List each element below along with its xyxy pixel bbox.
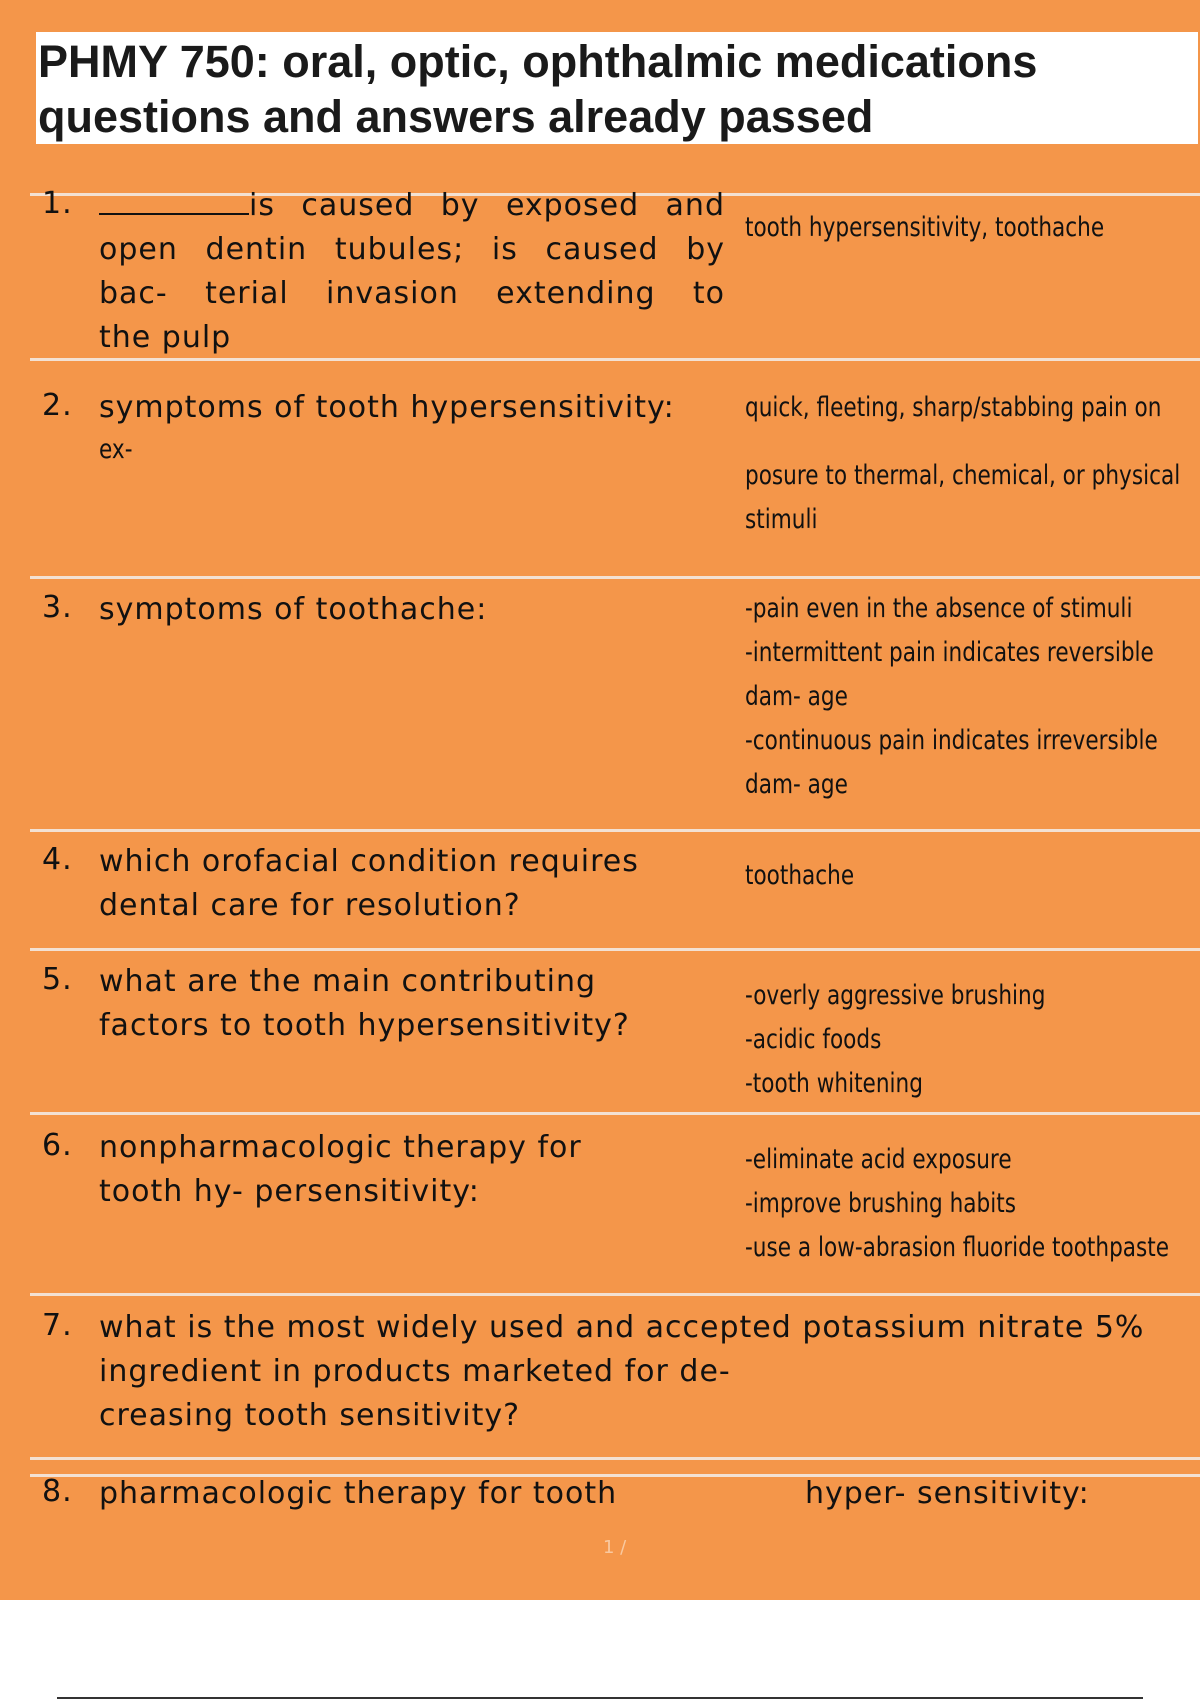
- row-divider: [30, 1293, 1200, 1296]
- question-3-text: symptoms of toothache:: [99, 592, 488, 627]
- answer-6-line-1: -eliminate acid exposure: [745, 1144, 1012, 1175]
- question-7-line-1: what is the most widely used and accepted potassium nitrate 5%: [99, 1310, 1145, 1345]
- row-divider: [30, 829, 1200, 832]
- answer-1-text: tooth hypersensitivity, toothache: [745, 212, 1105, 243]
- document-title: PHMY 750: oral, optic, ophthalmic medications questions and answers already passed: [38, 36, 1038, 142]
- page-number: 1 /: [603, 1537, 627, 1558]
- question-5: [99, 960, 630, 1048]
- question-2-continuation-text: ex-: [99, 434, 133, 465]
- question-4: [99, 840, 639, 928]
- question-1-line-1-text: is caused by exposed and: [249, 188, 725, 223]
- footer-divider: [57, 1697, 1143, 1699]
- answer-5-line-3: -tooth whitening: [745, 1068, 923, 1099]
- question-3: [99, 588, 487, 632]
- question-1-line-1: [99, 184, 725, 228]
- question-6-line-1: nonpharmacologic therapy for: [99, 1130, 582, 1165]
- question-8-text: pharmacologic therapy for tooth: [99, 1476, 618, 1511]
- question-8-continuation: [805, 1472, 1090, 1516]
- row-divider: [30, 1112, 1200, 1115]
- answer-4: [745, 854, 854, 898]
- question-4-line-2: dental care for resolution?: [99, 888, 521, 923]
- answer-5-line-1: -overly aggressive brushing: [745, 980, 1046, 1011]
- question-6-line-2: tooth hy- persensitivity:: [99, 1174, 480, 1209]
- question-2-text: symptoms of tooth hypersensitivity:: [99, 390, 675, 425]
- row-divider: [30, 358, 1200, 361]
- question-number: 6.: [42, 1128, 73, 1163]
- question-number: 2.: [42, 388, 73, 423]
- question-number: 1.: [42, 186, 73, 221]
- question-2: [99, 386, 675, 430]
- question-number: 7.: [42, 1308, 73, 1343]
- question-8-continuation-text: hyper- sensitivity:: [805, 1476, 1090, 1511]
- question-5-line-2: factors to tooth hypersensitivity?: [99, 1008, 630, 1043]
- answer-4-text: toothache: [745, 860, 855, 891]
- answer-5: [745, 974, 1045, 1106]
- answer-6-line-3: -use a low-abrasion fluoride toothpaste: [745, 1232, 1170, 1263]
- answer-3-line-5: dam- age: [745, 769, 848, 800]
- answer-6-line-2: -improve brushing habits: [745, 1188, 1016, 1219]
- answer-3-line-2: -intermittent pain indicates reversible: [745, 637, 1154, 668]
- question-number: 8.: [42, 1474, 73, 1509]
- answer-2: [745, 386, 1180, 542]
- question-1: [99, 184, 725, 360]
- question-7: [99, 1306, 1144, 1438]
- question-4-line-1: which orofacial condition requires: [99, 844, 639, 879]
- question-7-line-3: creasing tooth sensitivity?: [99, 1398, 521, 1433]
- question-2-continuation: [99, 428, 132, 472]
- question-number: 4.: [42, 842, 73, 877]
- question-1-line-3: bac- terial invasion extending to: [99, 276, 725, 311]
- row-divider: [30, 1457, 1200, 1460]
- answer-2-line-3: stimuli: [745, 504, 818, 535]
- blank-line: [99, 185, 249, 215]
- answer-3: [745, 587, 1158, 807]
- answer-3-line-4: -continuous pain indicates irreversible: [745, 725, 1158, 756]
- answer-3-line-1: -pain even in the absence of stimuli: [745, 593, 1133, 624]
- answer-3-line-3: dam- age: [745, 681, 848, 712]
- question-5-line-1: what are the main contributing: [99, 964, 597, 999]
- answer-6: [745, 1138, 1169, 1270]
- answer-2-line-1: quick, fleeting, sharp/stabbing pain on: [745, 392, 1162, 423]
- question-number: 3.: [42, 590, 73, 625]
- row-divider: [30, 576, 1200, 579]
- question-1-line-4: the pulp: [99, 320, 232, 355]
- question-number: 5.: [42, 962, 73, 997]
- question-7-line-2: ingredient in products marketed for de-: [99, 1354, 731, 1389]
- row-divider: [30, 948, 1200, 951]
- question-1-line-2: open dentin tubules; is caused by: [99, 232, 725, 267]
- question-6: [99, 1126, 582, 1214]
- answer-5-line-2: -acidic foods: [745, 1024, 882, 1055]
- answer-2-line-2: posure to thermal, chemical, or physical: [745, 460, 1181, 491]
- answer-1: [745, 206, 1104, 250]
- question-8: [99, 1472, 617, 1516]
